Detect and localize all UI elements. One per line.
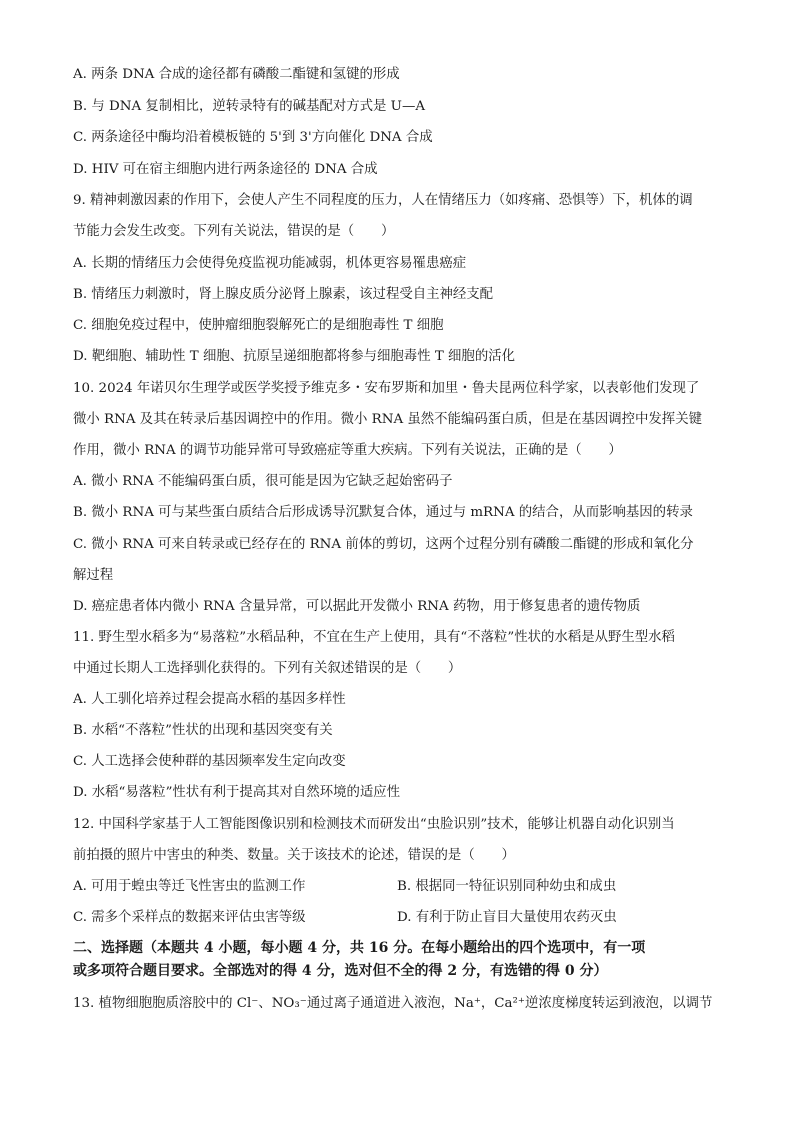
q13-stem-line1: 13. 植物细胞胞质溶胶中的 Cl⁻、NO₃⁻通过离子通道进入液泡，Na⁺，Ca²⁺逆浓度梯度转运到液泡，以调节 [73, 996, 713, 1011]
q12-stem-line1: 12. 中国科学家基于人工智能图像识别和检测技术而研发出“虫脸识别”技术，能够让机器自动化识别当 [73, 817, 675, 832]
q11-option-b: B. 水稻“不落粒”性状的出现和基因突变有关 [73, 723, 333, 738]
q10-option-c-line2: 解过程 [73, 568, 114, 583]
q11-option-c: C. 人工选择会使种群的基因频率发生定向改变 [73, 754, 346, 769]
q12-option-d: D. 有利于防止盲目大量使用农药灭虫 [397, 910, 617, 925]
q10-option-c-line1: C. 微小 RNA 可来自转录或已经存在的 RNA 前体的剪切，这两个过程分别有磷酸二酯键的形成和氧化分 [73, 537, 694, 552]
q8-option-b: B. 与 DNA 复制相比，逆转录特有的碱基配对方式是 U—A [73, 99, 426, 114]
q9-stem-line2: 节能力会发生改变。下列有关说法，错误的是（ ） [73, 224, 395, 239]
q12-option-b: B. 根据同一特征识别同种幼虫和成虫 [397, 879, 617, 894]
q9-stem-line1: 9. 精神刺激因素的作用下，会使人产生不同程度的压力，人在情绪压力（如疼痛、恐惧等）下，机体的调 [73, 193, 693, 208]
q12-option-c: C. 需多个采样点的数据来评估虫害等级 [73, 910, 306, 925]
q10-stem-line2: 微小 RNA 及其在转录后基因调控中的作用。微小 RNA 虽然不能编码蛋白质，但是在基因调控中发挥关键 [73, 412, 702, 427]
q10-option-a: A. 微小 RNA 不能编码蛋白质，很可能是因为它缺乏起始密码子 [73, 474, 453, 489]
q9-option-a: A. 长期的情绪压力会使得免疫监视功能减弱，机体更容易罹患癌症 [73, 256, 467, 271]
q12-stem-line2: 前拍摄的照片中害虫的种类、数量。关于该技术的论述，错误的是（ ） [73, 848, 515, 863]
q8-option-c: C. 两条途径中酶均沿着模板链的 5'到 3'方向催化 DNA 合成 [73, 130, 433, 145]
q10-option-d: D. 癌症患者体内微小 RNA 含量异常，可以据此开发微小 RNA 药物，用于修复患者的遗传物质 [73, 599, 641, 614]
q11-stem-line1: 11. 野生型水稻多为“易落粒”水稻品种，不宜在生产上使用，具有“不落粒”性状的水稻是从野生型水稻 [73, 630, 675, 645]
q9-option-b: B. 情绪压力刺激时，肾上腺皮质分泌肾上腺素，该过程受自主神经支配 [73, 287, 494, 302]
q10-stem-line1: 10. 2024 年诺贝尔生理学或医学奖授予维克多・安布罗斯和加里・鲁夫昆两位科学家，以表彰他们发现了 [73, 381, 700, 396]
q12-option-a: A. 可用于蝗虫等迁飞性害虫的监测工作 [73, 879, 306, 894]
section2-heading-line1: 二、选择题（本题共 4 小题，每小题 4 分，共 16 分。在每小题给出的四个选项中，有一项 [73, 940, 646, 956]
q10-stem-line3: 作用，微小 RNA 的调节功能异常可导致癌症等重大疾病。下列有关说法，正确的是（ ） [73, 443, 622, 458]
section2-heading-line2: 或多项符合题目要求。全部选对的得 4 分，选对但不全的得 2 分，有选错的得 0 分） [73, 963, 608, 979]
q11-option-a: A. 人工驯化培养过程会提高水稻的基因多样性 [73, 692, 346, 707]
q9-option-d: D. 靶细胞、辅助性 T 细胞、抗原呈递细胞都将参与细胞毒性 T 细胞的活化 [73, 349, 515, 364]
q8-option-d: D. HIV 可在宿主细胞内进行两条途径的 DNA 合成 [73, 162, 378, 177]
q8-option-a: A. 两条 DNA 合成的途径都有磷酸二酯键和氢键的形成 [73, 67, 400, 82]
q11-stem-line2: 中通过长期人工选择驯化获得的。下列有关叙述错误的是（ ） [73, 661, 462, 676]
q9-option-c: C. 细胞免疫过程中，使肿瘤细胞裂解死亡的是细胞毒性 T 细胞 [73, 318, 444, 333]
q11-option-d: D. 水稻“易落粒”性状有利于提高其对自然环境的适应性 [73, 785, 401, 800]
q10-option-b: B. 微小 RNA 可与某些蛋白质结合后形成诱导沉默复合体，通过与 mRNA 的结合，从而影响基因的转录 [73, 505, 693, 520]
